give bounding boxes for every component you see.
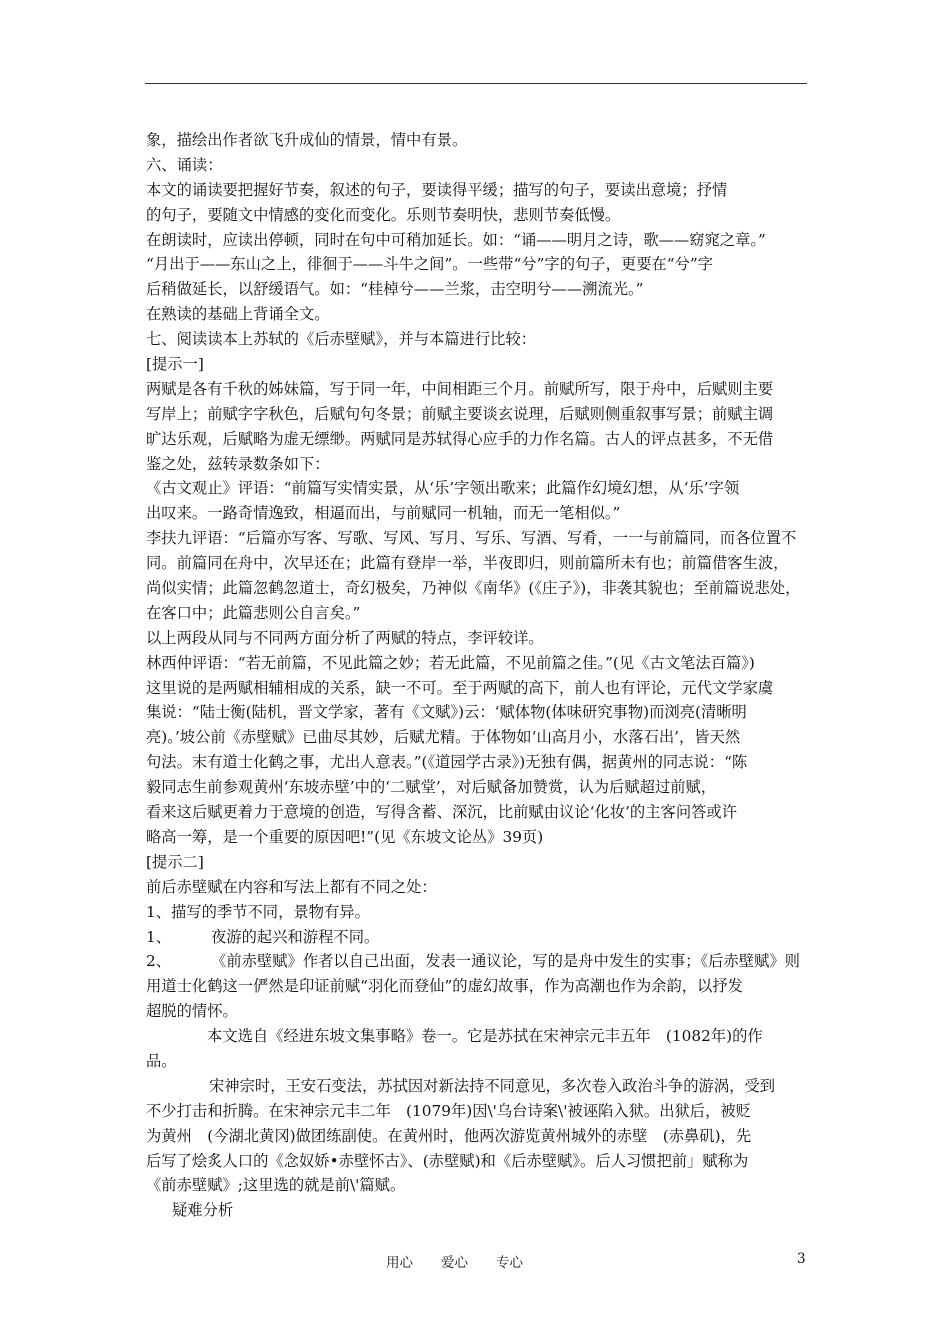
paragraph-line: 后写了烩炙人口的《念奴娇•赤壁怀古》、(赤壁赋)和《后赤壁赋》。后人习惯把前」赋称为: [146, 1151, 749, 1170]
section-heading: 七、阅读读本上苏轼的《后赤壁赋》，并与本篇进行比较：: [146, 330, 537, 349]
motto-word: 用心: [386, 1255, 413, 1271]
page-body: [146, 128, 810, 1223]
motto-word: 爱心: [441, 1255, 468, 1271]
text-line: 旷达乐观，后赋略为虚无缥缈。两赋同是苏轼得心应手的力作名篇。古人的评点甚多，不无借: [146, 429, 774, 448]
text-line: 的句子，要随文中情感的变化而变化。乐则节奏明快，悲则节奏低慢。: [146, 205, 621, 224]
text-line: 尚似实情；此篇忽鹤忽道士，奇幻极矣，乃神似《南华》(《庄子》)，非袭其貌也；至前篇说悲处，: [146, 579, 801, 598]
text-line: 李扶九评语：“后篇亦写客、写歌、写风、写月、写乐、写酒、写肴，一一与前篇同，而各位置不: [146, 529, 797, 548]
subsection-heading: 疑难分析: [172, 1201, 234, 1220]
text-line: 象，描绘出作者欲飞升成仙的情景，情中有景。: [146, 131, 468, 149]
list-number: 2、: [146, 952, 172, 971]
paragraph-line: 《前赤壁赋》;这里选的就是前\'篇赋。: [146, 1176, 406, 1195]
text-line: 在客口中；此篇悲则公自言矣。”: [146, 603, 361, 622]
list-number: 1、: [146, 927, 172, 946]
hint-label: [提示一]: [146, 355, 204, 374]
paragraph-line: 品。: [146, 1051, 177, 1070]
text-line: 以上两段从同与不同两方面分析了两赋的特点，李评较详。: [146, 628, 544, 647]
paragraph-line: 宋神宗时，王安石变法，苏拭因对新法持不同意见，多次卷入政治斗争的游涡，受到: [209, 1076, 775, 1095]
paragraph-line: 不少打击和折腾。在宋神宗元丰二年 (1079年)因\'乌台诗案\'被诬陷入狱。出狱后，被贬: [146, 1101, 751, 1120]
text-line: 出叹来。一路奇情逸致，相逼而出，与前赋同一机轴，而无一笔相似。”: [146, 504, 621, 523]
list-item: [146, 949, 810, 974]
text-line: 同。前篇同在舟中，次早还在；此篇有登岸一举，半夜即归，则前篇所未有也；前篇借客生波，: [146, 554, 789, 573]
text-line: 本文的诵读要把握好节奏，叙述的句子，要读得平缓；描写的句子，要读出意境；抒情: [146, 180, 728, 199]
header-rule: [145, 83, 807, 84]
text-line: 写岸上；前赋字字秋色，后赋句句冬景；前赋主要谈玄说理，后赋则侧重叙事写景；前赋主调: [146, 404, 774, 423]
list-item: [146, 925, 810, 950]
text-line: 1、描写的季节不同，景物有异。: [146, 902, 370, 921]
text-line: 超脱的情怀。: [146, 1002, 238, 1021]
text-line: 集说：“陆士衡(陆机，晋文学家，著有《文赋》)云：‘赋体物(体味研究事物)而浏亮(清晰明: [146, 703, 747, 722]
text-line: 在朗读时，应读出停顿，同时在句中可稍加延长。如：“诵——明月之诗，歌——窈窕之章。”: [146, 230, 766, 249]
list-text: 《前赤壁赋》作者以自己出面，发表一通议论，写的是舟中发生的实事；《后赤壁赋》则: [211, 952, 800, 971]
page-number: 3: [797, 1251, 806, 1267]
text-line: 两赋是各有千秋的姊妹篇，写于同一年，中间相距三个月。前赋所写，限于舟中，后赋则主要: [146, 379, 774, 398]
hint-label: [提示二]: [146, 852, 204, 871]
footer-motto: [386, 1251, 551, 1271]
text-line: 毅同志生前参观黄州‘东坡赤壁’中的‘二赋堂’，对后赋备加赞赏，认为后赋超过前赋，: [146, 778, 717, 797]
text-line: “月出于——东山之上，徘徊于——斗牛之间”。一些带“兮”字的句子，更要在“兮”字: [146, 255, 714, 274]
motto-word: 专心: [496, 1255, 523, 1271]
text-line: 看来这后赋更着力于意境的创造，写得含蓄、深沉，比前赋由议论‘化妆’的主客问答或许: [146, 803, 738, 822]
paragraph-line: 本文选自《经进东坡文集事略》卷一。它是苏拭在宋神宗元丰五年 (1082年)的作: [207, 1027, 763, 1046]
text-line: 后稍做延长，以舒缓语气。如：“桂棹兮——兰浆，击空明兮——溯流光。”: [146, 280, 644, 299]
text-line: 句法。末有道士化鹤之事，尤出人意表。”(《道园学古录》)无独有偶，据黄州的同志说：“陈: [146, 753, 748, 772]
text-line: 林西仲评语：“若无前篇，不见此篇之妙；若无此篇，不见前篇之佳。”(见《古文笔法百篇》): [146, 653, 755, 672]
text-line: 用道士化鹤这一俨然是印证前赋“羽化而登仙”的虚幻故事，作为高潮也作为余韵，以抒发: [146, 977, 743, 996]
text-line: 鉴之处，兹转录数条如下：: [146, 454, 330, 473]
text-line: 前后赤壁赋在内容和写法上都有不同之处：: [146, 877, 437, 896]
section-heading: 六、诵读：: [146, 155, 223, 174]
text-line: 《古文观止》评语：“前篇写实情实景，从‘乐’字领出歌来；此篇作幻境幻想，从‘乐’字领: [146, 479, 740, 498]
list-text: 夜游的起兴和游程不同。: [211, 927, 380, 946]
text-line: 亮)。’坡公前《赤壁赋》已曲尽其妙，后赋尤精。于体物如‘山高月小，水落石出’，皆天然: [146, 728, 741, 747]
text-line: 在熟读的基础上背诵全文。: [146, 305, 330, 324]
text-line: 略高一筹，是一个重要的原因吧!”(见《东坡文论丛》39页): [146, 827, 544, 846]
paragraph-line: 为黄州 (今湖北黄冈)做团练副使。在黄州时，他两次游览黄州城外的赤壁 (赤鼻矶)，先: [146, 1126, 752, 1145]
text-line: 这里说的是两赋相辅相成的关系，缺一不可。至于两赋的高下，前人也有评论，元代文学家虞: [146, 678, 774, 697]
